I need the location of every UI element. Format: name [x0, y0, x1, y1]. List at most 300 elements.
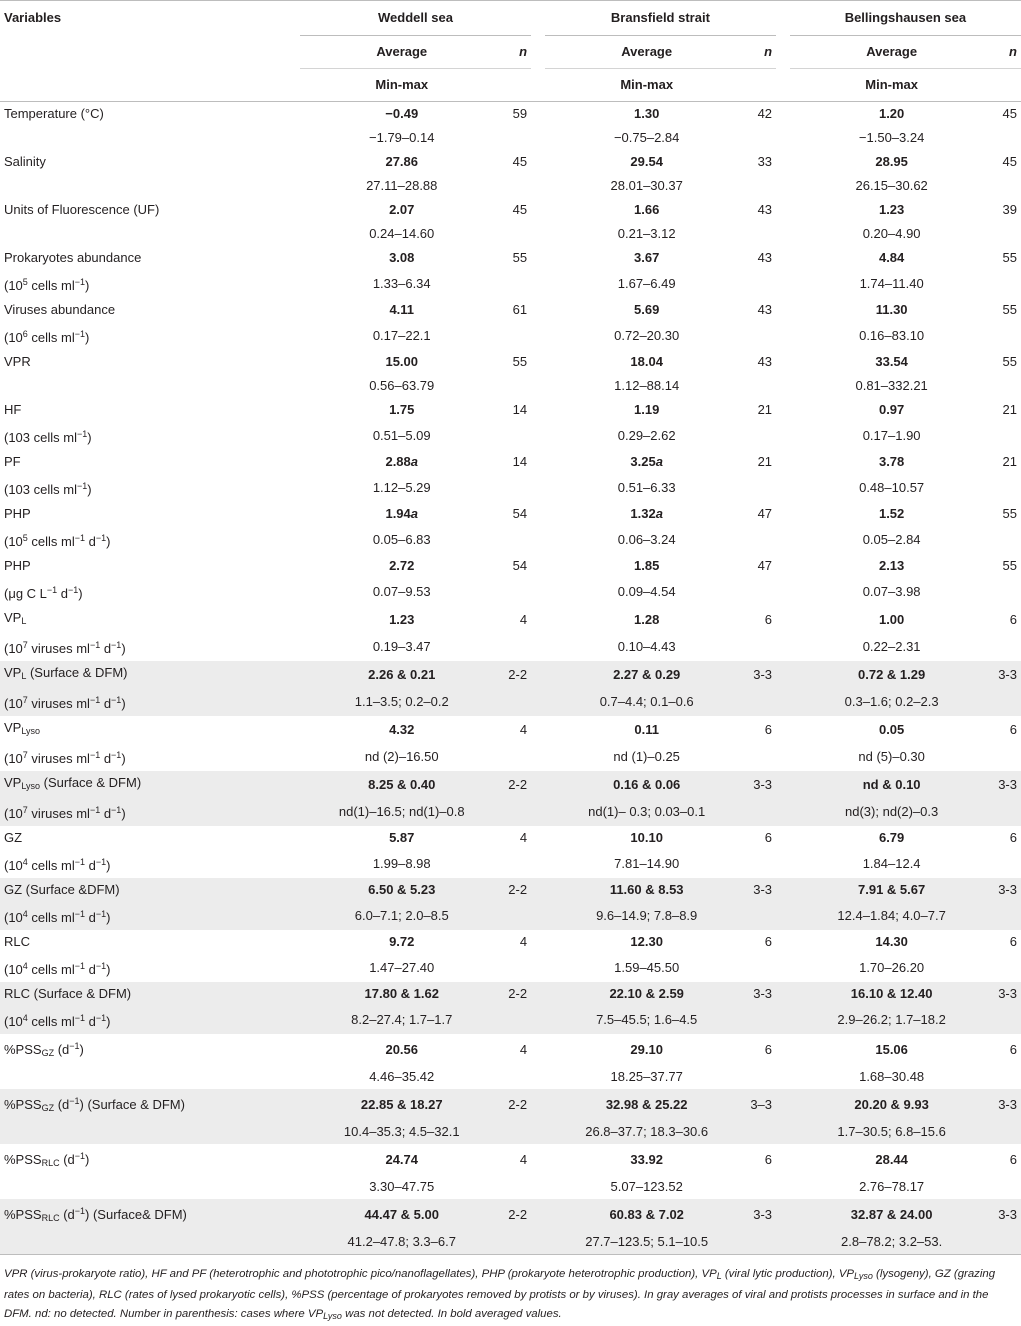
min-max-value: 1.68–30.48 — [790, 1065, 994, 1089]
average-value: 12.30 — [545, 930, 749, 954]
header-site-weddell: Weddell sea — [300, 1, 531, 36]
variable-unit: ($10^4$ cells $ml^{-1}$ $d^{-1}$) — [0, 1006, 300, 1034]
n-value: 6 — [994, 930, 1021, 954]
variable-unit: ($10^7$ viruses $ml^{-1}$ $d^{-1}$) — [0, 688, 300, 716]
average-value: 6.79 — [790, 826, 994, 850]
min-max-value: 1.12–88.14 — [545, 374, 749, 398]
n-value: 4 — [504, 716, 531, 743]
table-row — [0, 1199, 1021, 1230]
n-value: 6 — [749, 1034, 776, 1065]
n-value: 39 — [994, 198, 1021, 222]
min-max-value: 0.16–83.10 — [790, 322, 994, 350]
n-value: 2-2 — [504, 661, 531, 688]
header-minmax: Min-max — [545, 69, 749, 102]
variable-label: Salinity — [0, 150, 300, 174]
min-max-value: 27.7–123.5; 5.1–10.5 — [545, 1230, 749, 1255]
average-value: 3.25a — [545, 450, 749, 474]
n-value: 21 — [749, 398, 776, 422]
table-row-range — [0, 1230, 1021, 1255]
average-value: 11.60 & 8.53 — [545, 878, 749, 902]
header-minmax: Min-max — [790, 69, 994, 102]
average-value: 0.97 — [790, 398, 994, 422]
average-value: 1.66 — [545, 198, 749, 222]
table-row-range — [0, 474, 1021, 502]
table-row-range — [0, 526, 1021, 554]
average-value: 7.91 & 5.67 — [790, 878, 994, 902]
n-value: 43 — [749, 298, 776, 322]
min-max-value: 1.47–27.40 — [300, 954, 504, 982]
average-value: 28.95 — [790, 150, 994, 174]
min-max-value: 7.81–14.90 — [545, 850, 749, 878]
average-value: 14.30 — [790, 930, 994, 954]
average-value: 6.50 & 5.23 — [300, 878, 504, 902]
table-row — [0, 298, 1021, 322]
min-max-value: 0.51–5.09 — [300, 422, 504, 450]
min-max-value: 0.05–2.84 — [790, 526, 994, 554]
min-max-value: 2.9–26.2; 1.7–18.2 — [790, 1006, 994, 1034]
min-max-value: −1.50–3.24 — [790, 126, 994, 150]
min-max-value: 18.25–37.77 — [545, 1065, 749, 1089]
table-body — [0, 102, 1021, 1255]
n-value: 21 — [994, 398, 1021, 422]
variable-label: Prokaryotes abundance — [0, 246, 300, 270]
average-value: 33.92 — [545, 1144, 749, 1175]
average-value: 32.87 & 24.00 — [790, 1199, 994, 1230]
average-value: 33.54 — [790, 350, 994, 374]
average-value: 10.10 — [545, 826, 749, 850]
average-value: 18.04 — [545, 350, 749, 374]
min-max-value: 0.51–6.33 — [545, 474, 749, 502]
min-max-value: 2.76–78.17 — [790, 1175, 994, 1199]
n-value: 6 — [749, 930, 776, 954]
min-max-value: 1.7–30.5; 6.8–15.6 — [790, 1120, 994, 1144]
n-value: 3-3 — [749, 771, 776, 798]
table-row — [0, 398, 1021, 422]
variable-label: $\%PSS_{RLC}$ $(d^{-1})$ (Surface& DFM) — [0, 1199, 300, 1230]
n-value: 47 — [749, 502, 776, 526]
variable-label: $\%PSS_{GZ}$ $(d^{-1})$ — [0, 1034, 300, 1065]
min-max-value: 1.33–6.34 — [300, 270, 504, 298]
average-value: 24.74 — [300, 1144, 504, 1175]
n-value: 55 — [504, 246, 531, 270]
variable-unit — [0, 126, 300, 150]
min-max-value: −1.79–0.14 — [300, 126, 504, 150]
n-value: 45 — [994, 150, 1021, 174]
n-value: 45 — [504, 150, 531, 174]
header-average: Average — [545, 36, 749, 69]
n-value: 2-2 — [504, 1199, 531, 1230]
n-value: 6 — [749, 826, 776, 850]
table-row-range — [0, 270, 1021, 298]
average-value: 0.16 & 0.06 — [545, 771, 749, 798]
variable-unit — [0, 1120, 300, 1144]
min-max-value: nd(1)–16.5; nd(1)–0.8 — [300, 798, 504, 826]
table-row — [0, 1089, 1021, 1120]
min-max-value: 1.84–12.4 — [790, 850, 994, 878]
average-value: 20.20 & 9.93 — [790, 1089, 994, 1120]
table-row — [0, 198, 1021, 222]
min-max-value: 1.67–6.49 — [545, 270, 749, 298]
variable-unit — [0, 1065, 300, 1089]
average-value: 4.11 — [300, 298, 504, 322]
average-value: 29.54 — [545, 150, 749, 174]
header-variables: Variables — [0, 1, 300, 36]
n-value: 3-3 — [749, 878, 776, 902]
n-value: 33 — [749, 150, 776, 174]
n-value: 55 — [994, 502, 1021, 526]
table-row — [0, 826, 1021, 850]
n-value: 55 — [994, 298, 1021, 322]
average-value: 3.67 — [545, 246, 749, 270]
n-value: 6 — [994, 826, 1021, 850]
n-value: 2-2 — [504, 982, 531, 1006]
min-max-value: 0.19–3.47 — [300, 633, 504, 661]
min-max-value: 41.2–47.8; 3.3–6.7 — [300, 1230, 504, 1255]
min-max-value: 28.01–30.37 — [545, 174, 749, 198]
n-value: 3-3 — [994, 1199, 1021, 1230]
min-max-value: 0.72–20.30 — [545, 322, 749, 350]
table-row — [0, 554, 1021, 578]
min-max-value: nd(1)– 0.3; 0.03–0.1 — [545, 798, 749, 826]
variable-label: Viruses abundance — [0, 298, 300, 322]
header-row-sites — [0, 1, 1021, 36]
min-max-value: 0.81–332.21 — [790, 374, 994, 398]
n-value: 4 — [504, 826, 531, 850]
min-max-value: 0.17–22.1 — [300, 322, 504, 350]
min-max-value: 6.0–7.1; 2.0–8.5 — [300, 902, 504, 930]
n-value: 21 — [749, 450, 776, 474]
n-value: 43 — [749, 246, 776, 270]
table-footnote: VPR (virus-prokaryote ratio), HF and PF (heterotrophic and phototrophic pico/nanoflagellates), PHP (prokaryote heterotrophic production), $VP_L$ (viral lytic production), $VP_{Lyso}$ (lysogeny), GZ (grazing rates on bacteria), RLC (rates of lysed prokaryotic cells), %PSS (percentage of prokaryotes removed by protists or by viruses). In gray averages of viral and protists processes in surface and in the DFM. nd: no detected. Number in parenthesis: cases where $VP_{Lyso}$ was not detected. In bold averaged values. — [0, 1255, 1021, 1326]
n-value: 3-3 — [749, 661, 776, 688]
variable-unit: ($10^7$ viruses $ml^{-1}$ $d^{-1}$) — [0, 743, 300, 771]
table-row — [0, 982, 1021, 1006]
table-row-range — [0, 322, 1021, 350]
average-value: 3.78 — [790, 450, 994, 474]
average-value: 60.83 & 7.02 — [545, 1199, 749, 1230]
header-row-average — [0, 36, 1021, 69]
variable-unit: ($10^5$ cells $ml^{-1}$) — [0, 270, 300, 298]
table-row — [0, 771, 1021, 798]
average-value: 0.05 — [790, 716, 994, 743]
table-row-range — [0, 954, 1021, 982]
min-max-value: 1.70–26.20 — [790, 954, 994, 982]
table-row — [0, 150, 1021, 174]
n-value: 55 — [994, 554, 1021, 578]
average-value: 5.87 — [300, 826, 504, 850]
n-value: 55 — [994, 246, 1021, 270]
average-value: 2.13 — [790, 554, 994, 578]
table-row-range — [0, 374, 1021, 398]
min-max-value: nd(3); nd(2)–0.3 — [790, 798, 994, 826]
table-row-range — [0, 174, 1021, 198]
min-max-value: 1.1–3.5; 0.2–0.2 — [300, 688, 504, 716]
min-max-value: 4.46–35.42 — [300, 1065, 504, 1089]
variable-unit: ($10^4$ cells $ml^{-1}$ $d^{-1}$) — [0, 902, 300, 930]
variable-unit: ($10^5$ cells $ml^{-1}$ $d^{-1}$) — [0, 526, 300, 554]
n-value: 6 — [994, 606, 1021, 633]
n-value: 54 — [504, 554, 531, 578]
average-value: 1.23 — [300, 606, 504, 633]
min-max-value: 10.4–35.3; 4.5–32.1 — [300, 1120, 504, 1144]
table-row — [0, 450, 1021, 474]
average-value: 44.47 & 5.00 — [300, 1199, 504, 1230]
min-max-value: 1.99–8.98 — [300, 850, 504, 878]
average-value: 1.19 — [545, 398, 749, 422]
variable-unit — [0, 374, 300, 398]
n-value: 45 — [504, 198, 531, 222]
variable-unit — [0, 174, 300, 198]
header-n: n — [994, 36, 1021, 69]
average-value: 4.84 — [790, 246, 994, 270]
table-row — [0, 661, 1021, 688]
average-value: 1.94a — [300, 502, 504, 526]
min-max-value: 1.74–11.40 — [790, 270, 994, 298]
table-row-range — [0, 422, 1021, 450]
header-row-minmax — [0, 69, 1021, 102]
average-value: nd & 0.10 — [790, 771, 994, 798]
header-n: n — [749, 36, 776, 69]
average-value: 1.52 — [790, 502, 994, 526]
min-max-value: 1.12–5.29 — [300, 474, 504, 502]
table-row-range — [0, 1065, 1021, 1089]
n-value: 55 — [994, 350, 1021, 374]
min-max-value: 9.6–14.9; 7.8–8.9 — [545, 902, 749, 930]
table-row-range — [0, 1006, 1021, 1034]
variable-label: GZ (Surface &DFM) — [0, 878, 300, 902]
n-value: 14 — [504, 450, 531, 474]
n-value: 45 — [994, 102, 1021, 127]
average-value: 1.00 — [790, 606, 994, 633]
table-row-range — [0, 126, 1021, 150]
variable-label: $VP_{Lyso}$ (Surface & DFM) — [0, 771, 300, 798]
table-row-range — [0, 1175, 1021, 1199]
variable-label: PHP — [0, 554, 300, 578]
n-value: 3-3 — [749, 1199, 776, 1230]
variable-label: $VP_{Lyso}$ — [0, 716, 300, 743]
variable-unit: ($10^4$ cells $ml^{-1}$ $d^{-1}$) — [0, 954, 300, 982]
table-row — [0, 246, 1021, 270]
average-value: 0.72 & 1.29 — [790, 661, 994, 688]
variable-unit — [0, 222, 300, 246]
variable-unit: ($10^4$ cells $ml^{-1}$ $d^{-1}$) — [0, 850, 300, 878]
n-value: 3-3 — [994, 878, 1021, 902]
n-value: 3-3 — [994, 771, 1021, 798]
n-value: 43 — [749, 350, 776, 374]
min-max-value: 0.24–14.60 — [300, 222, 504, 246]
min-max-value: nd (5)–0.30 — [790, 743, 994, 771]
variable-label: $\%PSS_{RLC}$ $(d^{-1})$ — [0, 1144, 300, 1175]
n-value: 6 — [749, 606, 776, 633]
n-value: 4 — [504, 930, 531, 954]
table-row — [0, 502, 1021, 526]
min-max-value: 27.11–28.88 — [300, 174, 504, 198]
average-value: 29.10 — [545, 1034, 749, 1065]
min-max-value: 2.8–78.2; 3.2–53. — [790, 1230, 994, 1255]
average-value: 0.11 — [545, 716, 749, 743]
min-max-value: 0.10–4.43 — [545, 633, 749, 661]
min-max-value: 8.2–27.4; 1.7–1.7 — [300, 1006, 504, 1034]
n-value: 42 — [749, 102, 776, 127]
variable-label: HF — [0, 398, 300, 422]
min-max-value: 26.15–30.62 — [790, 174, 994, 198]
n-value: 61 — [504, 298, 531, 322]
n-value: 43 — [749, 198, 776, 222]
n-value: 14 — [504, 398, 531, 422]
variable-label: $\%PSS_{GZ}$ $(d^{-1})$ (Surface & DFM) — [0, 1089, 300, 1120]
variable-label: Temperature (°C) — [0, 102, 300, 127]
average-value: 1.28 — [545, 606, 749, 633]
variable-unit: (103 cells $ml^{-1}$) — [0, 474, 300, 502]
min-max-value: 0.22–2.31 — [790, 633, 994, 661]
header-average: Average — [790, 36, 994, 69]
min-max-value: 0.7–4.4; 0.1–0.6 — [545, 688, 749, 716]
average-value: 1.75 — [300, 398, 504, 422]
min-max-value: 0.48–10.57 — [790, 474, 994, 502]
header-n: n — [504, 36, 531, 69]
n-value: 2-2 — [504, 771, 531, 798]
average-value: 22.10 & 2.59 — [545, 982, 749, 1006]
header-site-bellingshausen: Bellingshausen sea — [790, 1, 1021, 36]
variable-label: PF — [0, 450, 300, 474]
n-value: 2-2 — [504, 878, 531, 902]
n-value: 3–3 — [749, 1089, 776, 1120]
average-value: 2.27 & 0.29 — [545, 661, 749, 688]
table-row-range — [0, 850, 1021, 878]
n-value: 3-3 — [994, 1089, 1021, 1120]
table-row-range — [0, 902, 1021, 930]
n-value: 6 — [994, 716, 1021, 743]
variable-unit: ($10^7$ viruses $ml^{-1}$ $d^{-1}$) — [0, 633, 300, 661]
variable-label: VPR — [0, 350, 300, 374]
table-row — [0, 1144, 1021, 1175]
table-row — [0, 1034, 1021, 1065]
table-row — [0, 878, 1021, 902]
min-max-value: nd (2)–16.50 — [300, 743, 504, 771]
header-site-bransfield: Bransfield strait — [545, 1, 776, 36]
average-value: 11.30 — [790, 298, 994, 322]
table-row-range — [0, 688, 1021, 716]
min-max-value: 12.4–1.84; 4.0–7.7 — [790, 902, 994, 930]
min-max-value: nd (1)–0.25 — [545, 743, 749, 771]
n-value: 2-2 — [504, 1089, 531, 1120]
min-max-value: 0.07–9.53 — [300, 578, 504, 606]
average-value: 1.32a — [545, 502, 749, 526]
min-max-value: 0.3–1.6; 0.2–2.3 — [790, 688, 994, 716]
min-max-value: 0.17–1.90 — [790, 422, 994, 450]
n-value: 4 — [504, 606, 531, 633]
table-row-range — [0, 743, 1021, 771]
variable-unit: ($10^7$ viruses $ml^{-1}$ $d^{-1}$) — [0, 798, 300, 826]
variable-unit — [0, 1230, 300, 1255]
average-value: 9.72 — [300, 930, 504, 954]
average-value: 28.44 — [790, 1144, 994, 1175]
average-value: 1.30 — [545, 102, 749, 127]
average-value: 15.00 — [300, 350, 504, 374]
n-value: 54 — [504, 502, 531, 526]
average-value: 1.23 — [790, 198, 994, 222]
table-row-range — [0, 1120, 1021, 1144]
n-value: 3-3 — [994, 982, 1021, 1006]
min-max-value: 26.8–37.7; 18.3–30.6 — [545, 1120, 749, 1144]
average-value: 2.07 — [300, 198, 504, 222]
n-value: 4 — [504, 1144, 531, 1175]
min-max-value: 0.06–3.24 — [545, 526, 749, 554]
min-max-value: 5.07–123.52 — [545, 1175, 749, 1199]
average-value: 27.86 — [300, 150, 504, 174]
variable-label: $VP_L$ — [0, 606, 300, 633]
min-max-value: 0.09–4.54 — [545, 578, 749, 606]
min-max-value: 0.56–63.79 — [300, 374, 504, 398]
min-max-value: 0.05–6.83 — [300, 526, 504, 554]
average-value: 32.98 & 25.22 — [545, 1089, 749, 1120]
average-value: 2.88a — [300, 450, 504, 474]
min-max-value: 1.59–45.50 — [545, 954, 749, 982]
average-value: 15.06 — [790, 1034, 994, 1065]
average-value: 17.80 & 1.62 — [300, 982, 504, 1006]
n-value: 21 — [994, 450, 1021, 474]
table-row-range — [0, 633, 1021, 661]
variable-label: PHP — [0, 502, 300, 526]
variable-label: Units of Fluorescence (UF) — [0, 198, 300, 222]
n-value: 47 — [749, 554, 776, 578]
table-row-range — [0, 798, 1021, 826]
variable-unit: (μg C $L^{-1}$ $d^{-1}$) — [0, 578, 300, 606]
min-max-value: −0.75–2.84 — [545, 126, 749, 150]
table-row — [0, 716, 1021, 743]
variable-label: RLC (Surface & DFM) — [0, 982, 300, 1006]
variable-label: $VP_L$ (Surface & DFM) — [0, 661, 300, 688]
table-row — [0, 606, 1021, 633]
min-max-value: 0.21–3.12 — [545, 222, 749, 246]
average-value: 1.20 — [790, 102, 994, 127]
min-max-value: 0.29–2.62 — [545, 422, 749, 450]
table-row — [0, 930, 1021, 954]
table-row-range — [0, 578, 1021, 606]
average-value: 2.26 & 0.21 — [300, 661, 504, 688]
n-value: 3-3 — [994, 661, 1021, 688]
table-row — [0, 350, 1021, 374]
min-max-value: 7.5–45.5; 1.6–4.5 — [545, 1006, 749, 1034]
average-value: −0.49 — [300, 102, 504, 127]
average-value: 4.32 — [300, 716, 504, 743]
variable-unit — [0, 1175, 300, 1199]
n-value: 6 — [749, 716, 776, 743]
average-value: 1.85 — [545, 554, 749, 578]
average-value: 22.85 & 18.27 — [300, 1089, 504, 1120]
variable-unit: (103 cells $ml^{-1}$) — [0, 422, 300, 450]
variable-label: GZ — [0, 826, 300, 850]
n-value: 4 — [504, 1034, 531, 1065]
n-value: 55 — [504, 350, 531, 374]
n-value: 3-3 — [749, 982, 776, 1006]
n-value: 6 — [994, 1034, 1021, 1065]
average-value: 20.56 — [300, 1034, 504, 1065]
header-average: Average — [300, 36, 504, 69]
n-value: 6 — [994, 1144, 1021, 1175]
n-value: 59 — [504, 102, 531, 127]
variable-label: RLC — [0, 930, 300, 954]
min-max-value: 0.20–4.90 — [790, 222, 994, 246]
average-value: 5.69 — [545, 298, 749, 322]
header-minmax: Min-max — [300, 69, 504, 102]
average-value: 8.25 & 0.40 — [300, 771, 504, 798]
average-value: 3.08 — [300, 246, 504, 270]
variable-unit: ($10^6$ cells $ml^{-1}$) — [0, 322, 300, 350]
min-max-value: 0.07–3.98 — [790, 578, 994, 606]
table-row-range — [0, 222, 1021, 246]
min-max-value: 3.30–47.75 — [300, 1175, 504, 1199]
